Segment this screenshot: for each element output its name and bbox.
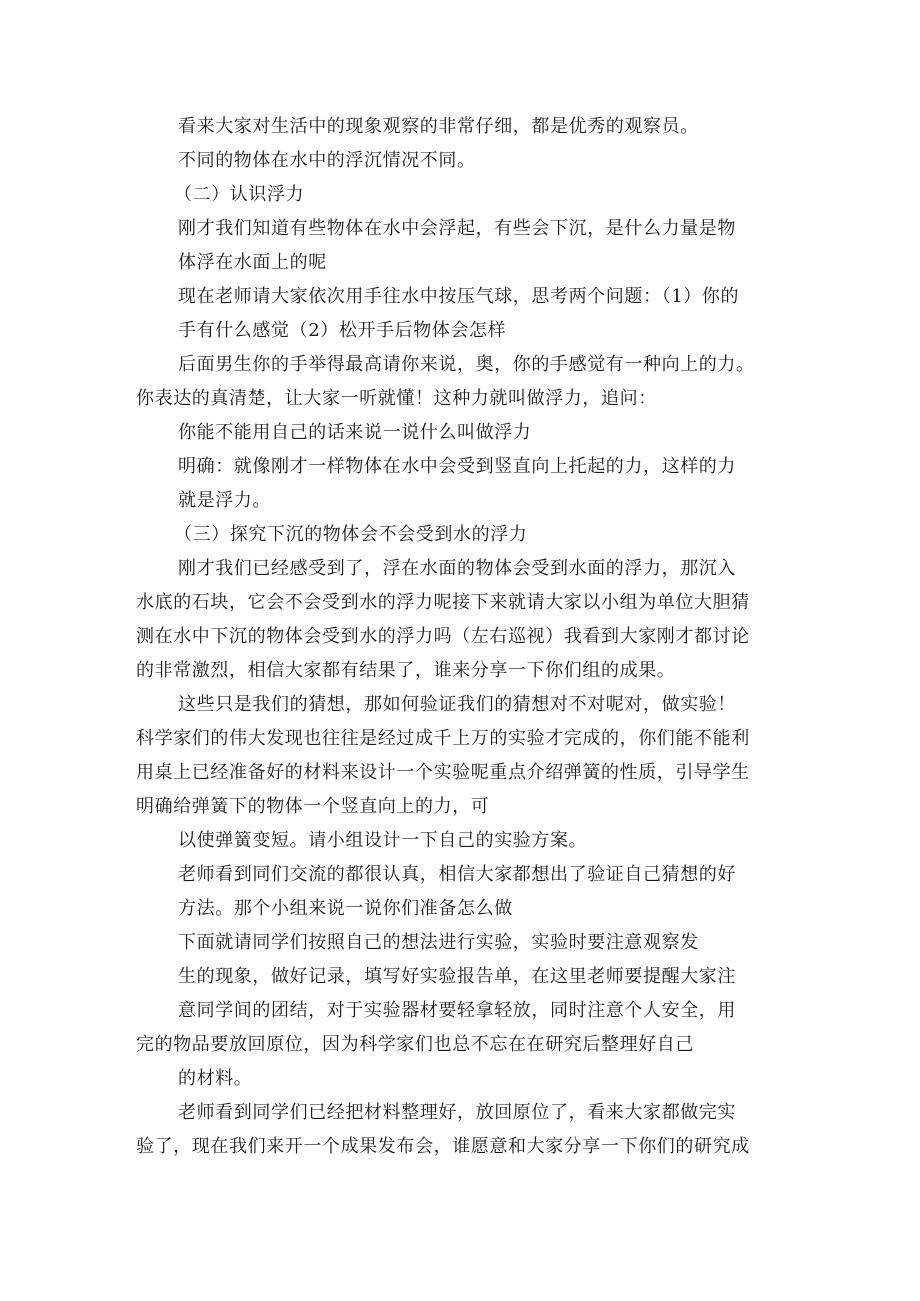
section-heading: （二）认识浮力 xyxy=(174,184,305,205)
text-line: 方法。那个小组来说一说你们准备怎么做 xyxy=(178,898,513,919)
text-line: 的非常激烈，相信大家都有结果了，谁来分享一下你们组的成果。 xyxy=(136,660,676,681)
text-line: 刚才我们已经感受到了，浮在水面的物体会受到水面的浮力，那沉入 xyxy=(178,558,736,579)
text-line: 你能不能用自己的话来说一说什么叫做浮力 xyxy=(178,422,532,443)
text-line: 老师看到同们交流的都很认真，相信大家都想出了验证自己猜想的好 xyxy=(178,864,736,885)
text-line: 用桌上已经准备好的材料来设计一个实验呢重点介绍弹簧的性质，引导学生 xyxy=(136,762,750,783)
text-line: 不同的物体在水中的浮沉情况不同。 xyxy=(178,150,476,171)
text-line: 下面就请同学们按照自己的想法进行实验，实验时要注意观察发 xyxy=(178,932,699,953)
text-line: 科学家们的伟大发现也往往是经过成千上万的实验才完成的，你们能不能利 xyxy=(136,728,750,749)
text-line: 水底的石块，它会不会受到水的浮力呢接下来就请大家以小组为单位大胆猜 xyxy=(136,592,750,613)
text-line: 看来大家对生活中的现象观察的非常仔细，都是优秀的观察员。 xyxy=(178,116,699,137)
text-line: 意同学间的团结，对于实验器材要轻拿轻放，同时注意个人安全，用 xyxy=(178,1000,736,1021)
section-heading: （三）探究下沉的物体会不会受到水的浮力 xyxy=(174,524,528,545)
text-line: 的材料。 xyxy=(178,1068,253,1089)
text-line: 老师看到同学们已经把材料整理好，放回原位了，看来大家都做完实 xyxy=(178,1102,736,1123)
text-line: 后面男生你的手举得最高请你来说，奥，你的手感觉有一种向上的力。 xyxy=(178,354,755,375)
text-line: 现在老师请大家依次用手往水中按压气球，思考两个问题：（1）你的 xyxy=(178,286,740,307)
text-line: 就是浮力。 xyxy=(178,490,271,511)
text-line: 体浮在水面上的呢 xyxy=(178,252,327,273)
text-line: 完的物品要放回原位，因为科学家们也总不忘在在研究后整理好自己 xyxy=(136,1034,694,1055)
text-line: 明确给弹簧下的物体一个竖直向上的力，可 xyxy=(136,796,490,817)
text-line: 验了，现在我们来开一个成果发布会，谁愿意和大家分享一下你们的研究成 xyxy=(136,1136,750,1157)
text-line: 刚才我们知道有些物体在水中会浮起，有些会下沉，是什么力量是物 xyxy=(178,218,736,239)
text-line: 以使弹簧变短。请小组设计一下自己的实验方案。 xyxy=(178,830,588,851)
text-line: 手有什么感觉（2）松开手后物体会怎样 xyxy=(178,320,507,341)
text-line: 你表达的真清楚，让大家一听就懂！这种力就叫做浮力，追问： xyxy=(136,388,657,409)
text-line: 明确：就像刚才一样物体在水中会受到竖直向上托起的力，这样的力 xyxy=(178,456,736,477)
text-line: 生的现象，做好记录，填写好实验报告单，在这里老师要提醒大家注 xyxy=(178,966,736,987)
text-line: 测在水中下沉的物体会受到水的浮力吗（左右巡视）我看到大家刚才都讨论 xyxy=(136,626,750,647)
text-line: 这些只是我们的猜想，那如何验证我们的猜想对不对呢对，做实验！ xyxy=(178,694,736,715)
